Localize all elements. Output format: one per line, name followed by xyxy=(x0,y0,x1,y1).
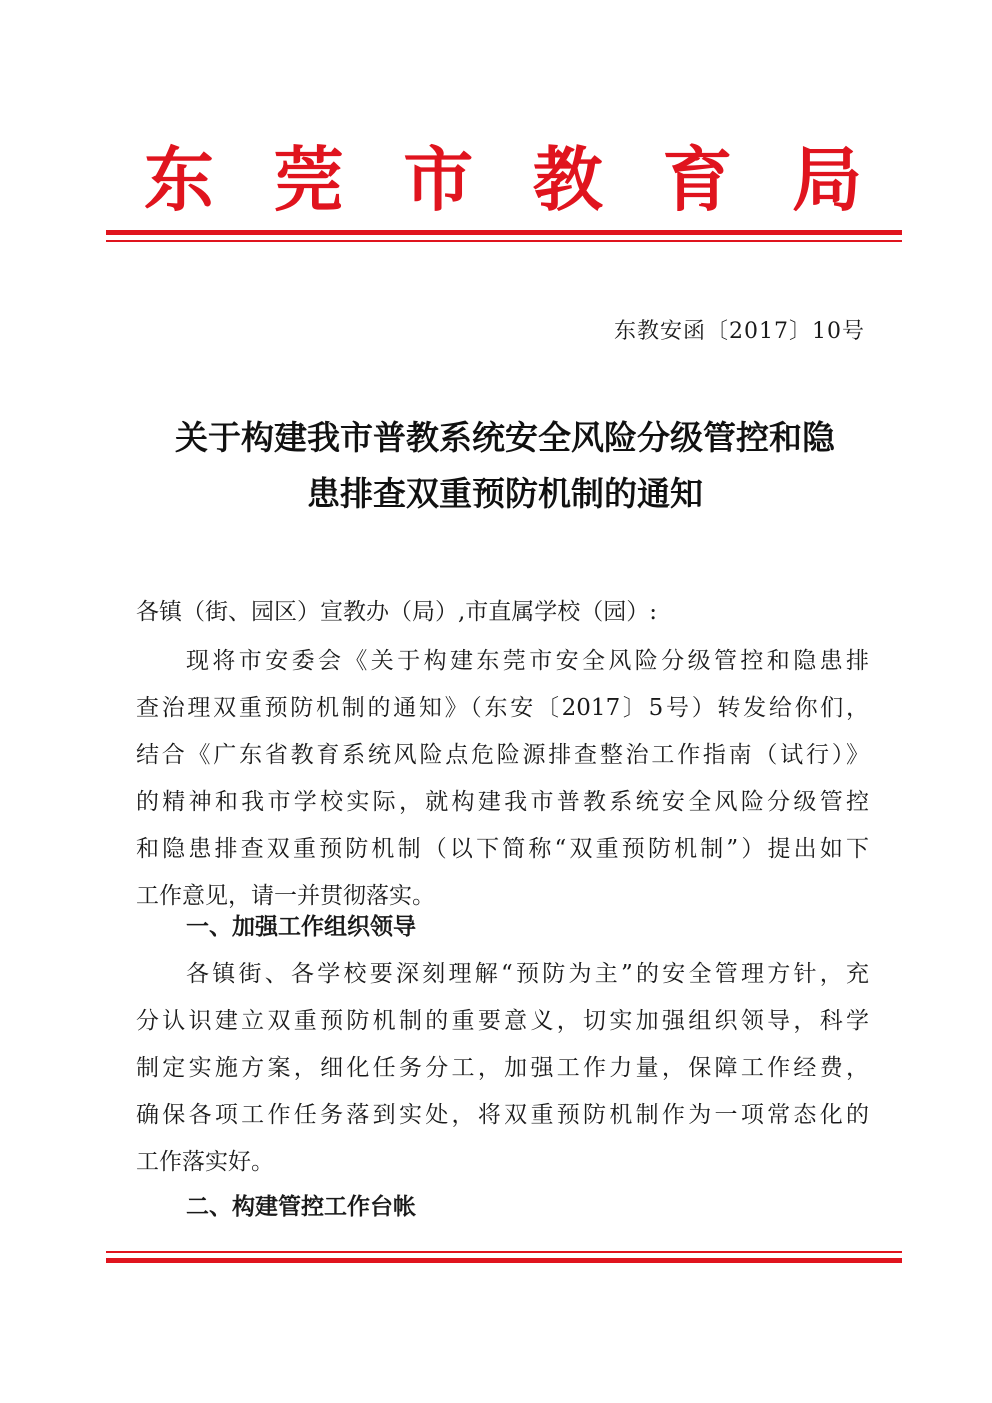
body-line: 确保各项工作任务落到实处，将双重预防机制作为一项常态化的 xyxy=(136,1102,869,1128)
letterhead-char: 育 xyxy=(662,138,733,221)
salutation: 各镇（街、园区）宣教办（局）,市直属学校（园）: xyxy=(136,599,658,625)
header-divider-thin xyxy=(106,240,902,242)
letterhead-char: 莞 xyxy=(273,138,344,221)
body-line: 和隐患排查双重预防机制（以下简称“双重预防机制”）提出如下 xyxy=(136,836,869,862)
body-line: 工作意见，请一并贯彻落实。 xyxy=(136,883,435,909)
body-line: 各镇街、各学校要深刻理解“预防为主”的安全管理方针，充 xyxy=(186,961,869,987)
body-line: 的精神和我市学校实际，就构建我市普教系统安全风险分级管控 xyxy=(136,789,869,815)
document-title-line1: 关于构建我市普教系统安全风险分级管控和隐 xyxy=(175,418,835,457)
letterhead-char: 市 xyxy=(403,138,474,221)
section-heading: 一、加强工作组织领导 xyxy=(186,914,416,940)
letterhead-char: 局 xyxy=(791,138,862,221)
letterhead-title xyxy=(110,135,900,225)
document-title-line2: 患排查双重预防机制的通知 xyxy=(307,474,703,513)
footer-divider-thick xyxy=(106,1258,902,1263)
document-number: 东教安函〔2017〕10号 xyxy=(614,319,865,344)
header-divider-thick xyxy=(106,230,902,235)
section-heading: 二、构建管控工作台帐 xyxy=(186,1194,416,1220)
letterhead-char: 教 xyxy=(532,138,603,221)
letterhead-char: 东 xyxy=(144,138,214,221)
footer-divider-thin xyxy=(106,1251,902,1253)
body-line: 现将市安委会《关于构建东莞市安全风险分级管控和隐患排 xyxy=(186,648,869,674)
body-line: 分认识建立双重预防机制的重要意义，切实加强组织领导，科学 xyxy=(136,1008,869,1034)
body-line: 结合《广东省教育系统风险点危险源排查整治工作指南（试行）》 xyxy=(136,742,869,768)
body-line: 制定实施方案，细化任务分工，加强工作力量，保障工作经费， xyxy=(136,1055,869,1081)
body-line: 查治理双重预防机制的通知》（东安〔2017〕5号）转发给你们， xyxy=(136,695,869,721)
body-line: 工作落实好。 xyxy=(136,1149,274,1175)
